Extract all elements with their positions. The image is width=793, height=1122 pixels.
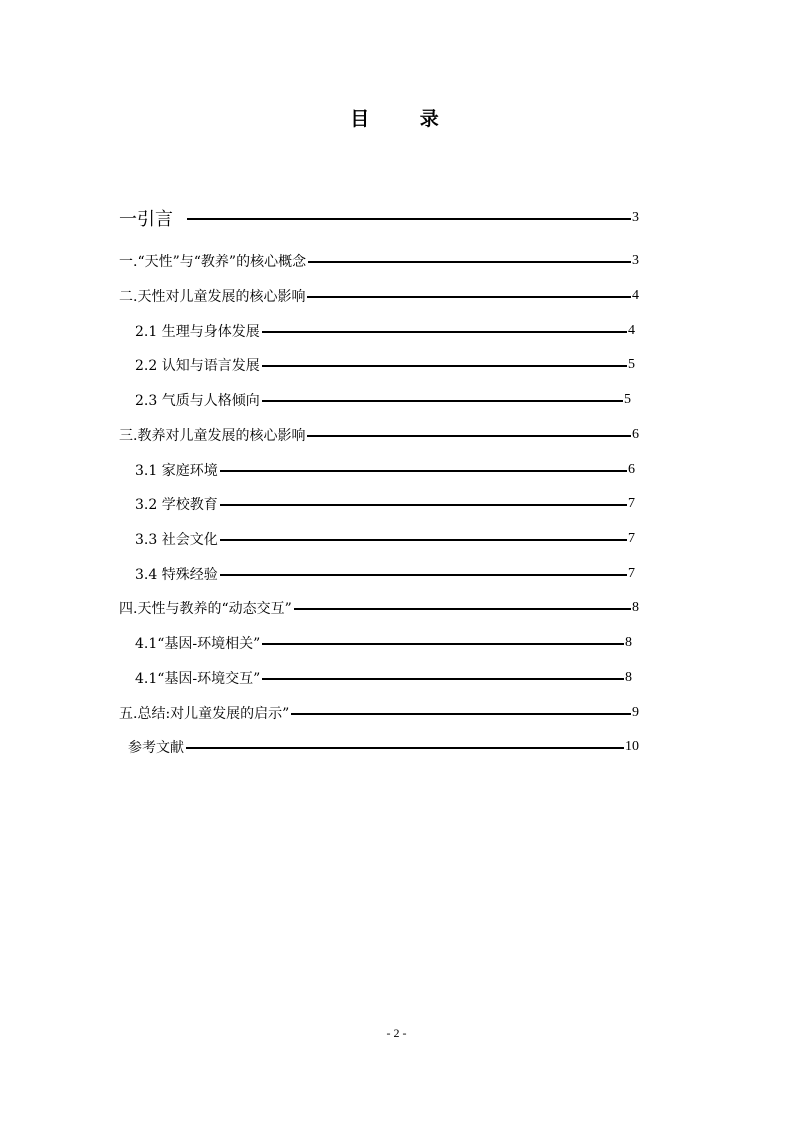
toc-entry-page: 5 [624,392,631,407]
toc-entry-label: 3.1 家庭环境 [135,463,218,479]
page-title: 目 录 [350,108,461,130]
toc-leader-line [262,365,627,367]
toc-entry-section-3-3[interactable] [135,528,635,550]
toc-entry-label: 3.2 学校教育 [135,497,218,513]
toc-entry-page: 8 [625,670,632,685]
toc-leader-line [220,574,627,576]
toc-entry-page: 6 [632,427,639,442]
toc-entry-section-4-1a[interactable] [135,632,632,654]
toc-entry-page: 10 [625,739,639,754]
toc-entry-label: 3.4 特殊经验 [135,567,218,583]
toc-entry-section-2-2[interactable] [135,354,635,376]
toc-entry-page: 7 [628,496,635,511]
toc-entry-page: 4 [628,323,635,338]
toc-entry-page: 4 [632,288,639,303]
toc-entry-label: 二.天性对儿童发展的核心影响 [119,289,306,305]
toc-entry-label: 4.1“基因-环境交互” [135,671,261,687]
toc-entry-label: 参考文献 [128,740,184,756]
toc-entry-page: 8 [632,600,639,615]
toc-entry-label: 五.总结:对儿童发展的启示” [119,706,290,722]
toc-entry-section-3-4[interactable] [135,563,635,585]
toc-leader-line [262,331,627,333]
toc-entry-page: 8 [625,635,632,650]
toc-entry-section-3[interactable] [119,424,639,446]
toc-entry-page: 7 [628,531,635,546]
toc-entry-introduction[interactable] [119,205,639,231]
toc-leader-line [262,643,624,645]
toc-entry-section-4[interactable] [119,597,639,619]
toc-leader-line [307,296,631,298]
toc-entry-label: 一.“天性”与“教养”的核心概念 [119,254,307,270]
toc-leader-line [220,539,627,541]
toc-leader-line [291,713,631,715]
toc-entry-section-2[interactable] [119,285,639,307]
toc-entry-label: 3.3 社会文化 [135,532,218,548]
toc-entry-section-4-1b[interactable] [135,667,632,689]
toc-entry-section-1[interactable] [119,250,639,272]
toc-entry-page: 3 [632,210,639,225]
toc-entry-page: 9 [632,705,639,720]
toc-entry-page: 5 [628,357,635,372]
toc-entry-label: 2.2 认知与语言发展 [135,358,260,374]
toc-entry-section-2-3[interactable] [135,389,631,411]
toc-entry-label: 四.天性与教养的“动态交互” [119,601,292,617]
toc-leader-line [187,218,631,220]
page-number: - 2 - [386,1026,407,1040]
toc-leader-line [262,678,624,680]
toc-entry-page: 7 [628,566,635,581]
toc-entry-label: 一引言 [119,209,173,230]
toc-entry-section-3-1[interactable] [135,459,635,481]
toc-leader-line [307,435,631,437]
toc-entry-label: 4.1“基因-环境相关” [135,636,261,652]
toc-entry-page: 3 [632,253,639,268]
toc-leader-line [220,470,627,472]
toc-entry-section-2-1[interactable] [135,320,635,342]
toc-entry-label: 三.教养对儿童发展的核心影响 [119,428,306,444]
toc-entry-page: 6 [628,462,635,477]
toc-leader-line [262,400,623,402]
toc-entry-section-3-2[interactable] [135,493,635,515]
toc-leader-line [308,261,631,263]
toc-entry-references[interactable] [128,736,639,758]
toc-leader-line [186,747,624,749]
toc-entry-label: 2.1 生理与身体发展 [135,324,260,340]
toc-entry-section-5[interactable] [119,702,639,724]
toc-leader-line [220,504,627,506]
toc-entry-label: 2.3 气质与人格倾向 [135,393,260,409]
toc-leader-line [294,608,631,610]
